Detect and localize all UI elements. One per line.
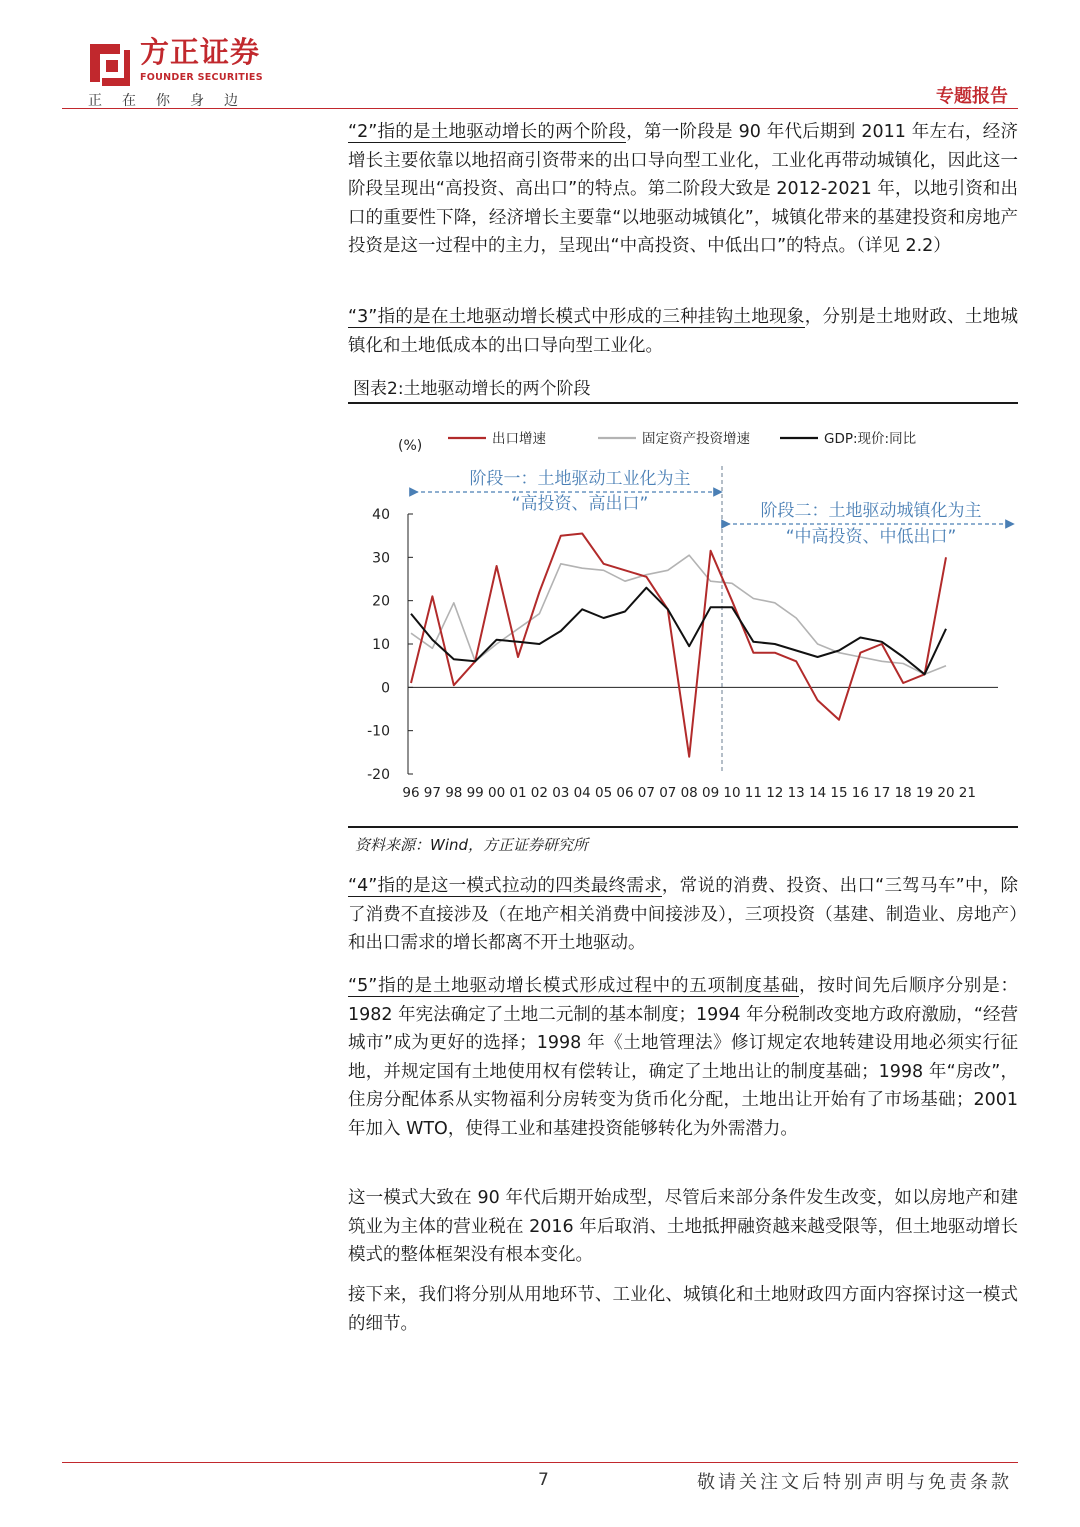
brand-name-en: FOUNDER SECURITIES xyxy=(140,72,263,83)
paragraph-body: ，按时间先后顺序分别是：1982 年宪法确定了土地二元制的基本制度；1994 年分税制改变地方政府激励，“经营城市”成为更好的选择；1998 年《土地管理法》修订规定农地转建设用地必须实行征地，并规定国有土地使用权有偿转让，确定了土地出让的制度基础；1998 年“房改”，住房分配体系从实物福利分房转变为货币化分配，土地出让开始有了市场基础；2001 年加入 WTO，使得工业和基建投资能够转化为外需潜力。 xyxy=(348,976,1019,1139)
x-tick-label: 21 xyxy=(958,785,976,801)
x-tick-label: 16 xyxy=(851,785,869,801)
x-tick-label: 08 xyxy=(680,785,698,801)
paragraph-lead: “4”指的是这一模式拉动的四类最终需求 xyxy=(348,876,662,896)
y-tick-label: 0 xyxy=(381,680,390,697)
x-tick-label: 06 xyxy=(616,785,634,801)
x-tick-label: 17 xyxy=(873,785,891,801)
x-tick-label: 11 xyxy=(744,785,762,801)
footer-divider xyxy=(62,1462,1018,1463)
figure-source: 资料来源：Wind，方正证券研究所 xyxy=(355,836,589,854)
x-tick-label: 97 xyxy=(423,785,441,801)
x-tick-label: 09 xyxy=(702,785,720,801)
x-tick-label: 13 xyxy=(787,785,805,801)
x-tick-label: 18 xyxy=(894,785,912,801)
header-divider xyxy=(62,108,1018,109)
y-tick-label: 30 xyxy=(372,550,390,567)
x-tick-label: 05 xyxy=(595,785,613,801)
stage-two-title: 阶段二：土地驱动城镇化为主 xyxy=(760,501,982,521)
paragraph-lead: “3”指的是在土地驱动增长模式中形成的三种挂钩土地现象 xyxy=(348,307,805,327)
paragraph-lead: “5”指的是土地驱动增长模式形成过程中的五项制度基础 xyxy=(348,976,800,996)
x-tick-label: 07 xyxy=(659,785,677,801)
paragraph-five-foundations xyxy=(348,972,1018,1143)
y-tick-label: 40 xyxy=(372,507,390,523)
brand-name-cn: 方正证券 xyxy=(140,35,261,69)
series-line-2 xyxy=(411,588,946,675)
logo-icon xyxy=(86,38,132,88)
chart-legend xyxy=(448,430,917,447)
chart-annotations xyxy=(414,466,1010,774)
x-tick-label: 01 xyxy=(509,785,527,801)
x-tick-label: 99 xyxy=(466,785,484,801)
x-tick-label: 98 xyxy=(445,785,463,801)
paragraph-four-demands xyxy=(348,872,1018,958)
legend-label: 固定资产投资增速 xyxy=(642,431,750,447)
x-tick-label: 14 xyxy=(809,785,827,801)
chart-axes xyxy=(367,507,998,801)
paragraph-lead: “2”指的是土地驱动增长的两个阶段 xyxy=(348,122,627,142)
x-tick-label: 96 xyxy=(402,785,420,801)
report-type-label: 专题报告 xyxy=(936,86,1008,107)
x-tick-label: 02 xyxy=(530,785,548,801)
chart-series xyxy=(411,534,946,757)
x-tick-label: 10 xyxy=(723,785,741,801)
stage-one-title: 阶段一：土地驱动工业化为主 xyxy=(469,469,691,489)
paragraph-three-phenomena xyxy=(348,303,1018,360)
brand-slogan: 正在你身边 xyxy=(88,93,258,109)
paragraph-model-origin: 这一模式大致在 90 年代后期开始成型，尽管后来部分条件发生改变，如以房地产和建筑业为主体的营业税在 2016 年后取消、土地抵押融资越来越受限等，但土地驱动增长模式的整体框架没有根本变化。 xyxy=(348,1188,1018,1265)
y-tick-label: -10 xyxy=(367,723,390,740)
y-tick-label: 20 xyxy=(372,593,390,610)
footer-disclaimer: 敬请关注文后特别声明与免责条款 xyxy=(697,1472,1012,1493)
y-tick-label: -20 xyxy=(367,767,390,783)
x-tick-label: 07 xyxy=(637,785,655,801)
paragraph-two-stages xyxy=(348,118,1018,261)
paragraph-body: ，常说的消费、投资、出口“三驾马车”中，除了消费不直接涉及（在地产相关消费中间接涉及），三项投资（基建、制造业、房地产）和出口需求的增长都离不开土地驱动。 xyxy=(348,876,1018,953)
x-tick-label: 00 xyxy=(488,785,506,801)
series-line-1 xyxy=(411,555,946,674)
stage-two-subtitle: “中高投资、中低出口” xyxy=(785,527,957,547)
x-tick-label: 12 xyxy=(766,785,784,801)
legend-label: GDP:现价:同比 xyxy=(824,431,917,447)
x-tick-label: 03 xyxy=(552,785,570,801)
figure-bottom-rule xyxy=(348,826,1018,828)
x-tick-label: 04 xyxy=(573,785,591,801)
paragraph-body: ，分别是土地财政、土地城镇化和土地低成本的出口导向型工业化。 xyxy=(348,307,1019,356)
y-tick-label: 10 xyxy=(372,637,390,653)
x-tick-label: 19 xyxy=(916,785,934,801)
y-axis-label: (%) xyxy=(398,438,423,454)
line-chart xyxy=(348,404,1018,824)
page-number: 7 xyxy=(538,1470,549,1490)
x-tick-label: 15 xyxy=(830,785,848,801)
stage-one-subtitle: “高投资、高出口” xyxy=(511,494,649,514)
paragraph-body: ，第一阶段是 90 年代后期到 2011 年左右，经济增长主要依靠以地招商引资带来的出口导向型工业化，工业化再带动城镇化，因此这一阶段呈现出“高投资、高出口”的特点。第二阶段大致是 2012-2021 年，以地引资和出口的重要性下降，经济增长主要靠“以地驱动城镇化”，城镇化带来的基建投资和房地产投资是这一过程中的主力，呈现出“中高投资、中低出口”的特点。（详见 2.2） xyxy=(348,122,1018,256)
legend-label: 出口增速 xyxy=(492,431,546,447)
paragraph-next-steps: 接下来，我们将分别从用地环节、工业化、城镇化和土地财政四方面内容探讨这一模式的细节。 xyxy=(348,1285,1018,1334)
x-tick-label: 20 xyxy=(937,785,955,801)
figure-title: 图表2:土地驱动增长的两个阶段 xyxy=(353,379,591,399)
